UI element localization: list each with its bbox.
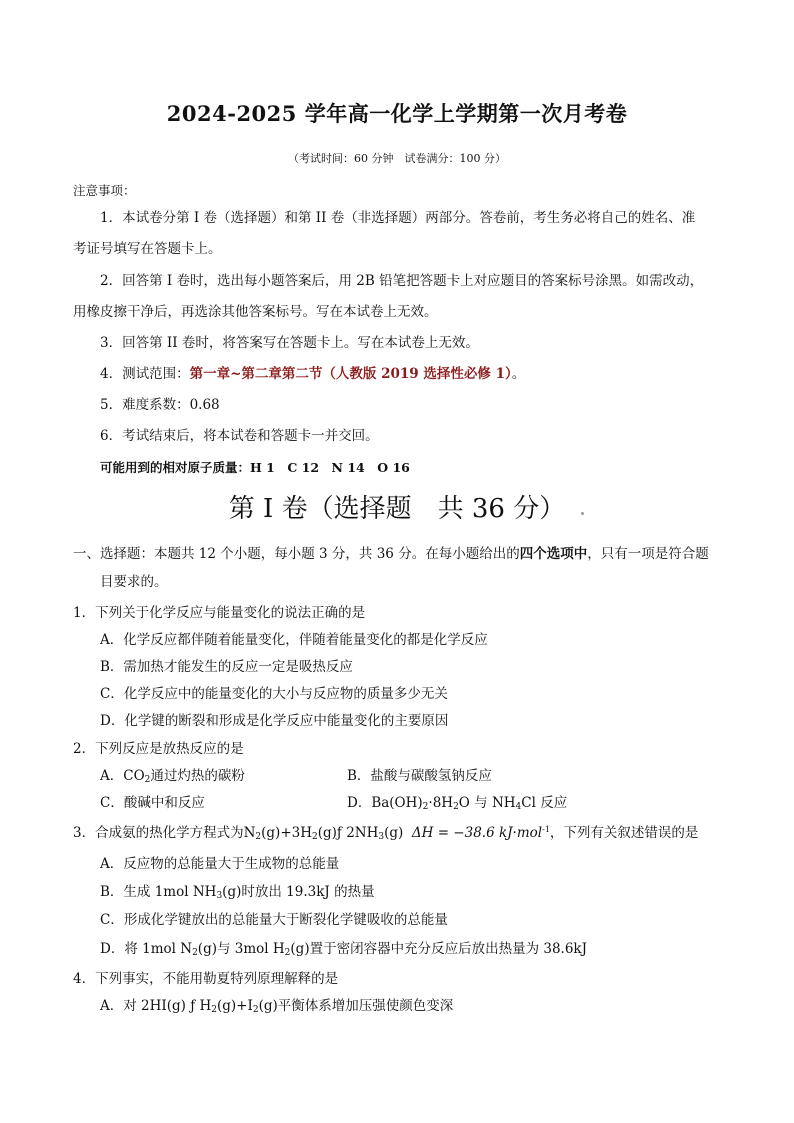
q3-b-text-2: (g)时放出 19.3kJ 的热量	[222, 884, 375, 900]
q2-d-text: D．Ba(OH)	[347, 795, 423, 811]
q3-d-sub-2: 2	[284, 948, 291, 958]
q4-a-text-3: (g)平衡体系增加压强使颜色变深	[258, 998, 454, 1014]
q3-eq-n2: N	[243, 825, 256, 841]
q3-d-text: D．将 1mol N	[100, 941, 193, 957]
q3-eq-n2-sub: 2	[255, 832, 262, 842]
section-instr-emphasis: 四个选项中	[519, 546, 588, 562]
q3-stem-post: ，下列有关叙述错误的是	[549, 825, 699, 841]
q3-option-c: C．形成化学键放出的总能量大于断裂化学键吸收的总能量	[100, 912, 448, 928]
q4-a-text: A．对 2HI(g) ƒ H	[100, 998, 212, 1014]
q3-d-sub-1: 2	[192, 948, 198, 958]
q3-option-a: A．反应物的总能量大于生成物的总能量	[100, 856, 340, 872]
section-instr-body: 本题共 12 个小题，每小题 3 分，共 36 分。在每小题给出的	[154, 546, 520, 562]
section-instructions	[73, 539, 709, 570]
q3-eq-part-1: (g)+3H	[261, 825, 312, 841]
q3-delta-h-sup: -1	[542, 825, 550, 834]
q2-d-text-3: O 与 NH	[458, 795, 516, 811]
q3-d-text-3: (g)置于密闭容器中充分反应后放出热量为 38.6kJ	[290, 941, 588, 957]
q4-option-a	[100, 994, 453, 1015]
q2-stem: 2．下列反应是放热反应的是	[73, 741, 244, 757]
q2-d-sub-3: 4	[515, 802, 522, 812]
q4-stem: 4．下列事实，不能用勒夏特列原理解释的是	[73, 971, 339, 987]
notice-item-5: 5．难度系数：0.68	[100, 397, 220, 413]
q3-eq-h2-sub: 2	[312, 832, 318, 842]
q1-option-a: A．化学反应都伴随着能量变化，伴随着能量变化的都是化学反应	[100, 632, 488, 648]
q4-a-sub-1: 2	[211, 1005, 217, 1015]
q4-a-sub-2: 2	[252, 1005, 259, 1015]
q2-option-b: B．盐酸与碳酸氢钠反应	[347, 768, 492, 784]
section-instr-rest: ，只有一项是符合题	[587, 546, 709, 562]
notice-item-4-suffix: 。	[511, 366, 526, 382]
section-instr-prefix: 一、选择题：	[73, 546, 154, 562]
q3-option-b	[100, 880, 375, 901]
q2-option-d	[347, 791, 567, 812]
q2-a-sub: 2	[144, 775, 151, 785]
q3-eq-nh3-sub: 3	[378, 832, 385, 842]
notice-item-3: 3．回答第 II 卷时，将答案写在答题卡上。写在本试卷上无效。	[100, 335, 479, 351]
q2-d-sub-1: 2	[422, 802, 429, 812]
q1-option-c: C．化学反应中的能量变化的大小与反应物的质量多少无关	[100, 686, 448, 702]
decorative-dot	[581, 512, 584, 515]
q2-option-c: C．酸碱中和反应	[100, 795, 205, 811]
q3-stem-pre: 3．合成氨的热化学方程式为	[73, 825, 244, 841]
q3-d-text-2: (g)与 3mol H	[197, 941, 285, 957]
q3-eq-part-2: (g)ƒ 2NH	[317, 825, 379, 841]
q3-b-sub: 3	[216, 891, 223, 901]
q3-option-d	[100, 937, 587, 958]
notice-item-2-line-2: 用橡皮擦干净后，再选涂其他答案标号。写在本试卷上无效。	[73, 304, 438, 320]
notice-item-4-prefix: 4．测试范围：	[100, 366, 190, 382]
q4-a-text-2: (g)+I	[217, 998, 253, 1014]
q2-d-sub-2: 2	[453, 802, 459, 812]
q1-option-b: B．需加热才能发生的反应一定是吸热反应	[100, 659, 353, 675]
q2-option-a	[100, 764, 245, 785]
notice-heading: 注意事项：	[73, 183, 136, 198]
q3-eq-part-3: (g)	[384, 825, 404, 841]
q3-delta-h: ΔH = −38.6 kJ·mol	[411, 825, 543, 841]
exam-title: 2024-2025 学年高一化学上学期第一次月考卷	[166, 101, 628, 126]
notice-item-6: 6．考试结束后，将本试卷和答题卡一并交回。	[100, 428, 379, 444]
q2-a-text-2: 通过灼热的碳粉	[150, 768, 245, 784]
section-title: 第 I 卷（选择题 共 36 分）	[228, 494, 566, 524]
section-instructions-line-2: 目要求的。	[100, 574, 168, 590]
q2-d-text-2: ·8H	[428, 795, 454, 811]
atomic-mass-line: 可能用到的相对原子质量：H 1 C 12 N 14 O 16	[100, 460, 410, 475]
q1-stem: 1．下列关于化学反应与能量变化的说法正确的是	[73, 605, 366, 621]
test-range: 第一章~第二章第二节（人教版 2019 选择性必修 1）	[189, 366, 512, 382]
q3-stem	[73, 821, 698, 842]
q2-a-text: A．CO	[100, 768, 145, 784]
exam-subtitle: （考试时间：60 分钟 试卷满分：100 分）	[288, 152, 506, 165]
notice-item-2-line-1: 2．回答第 I 卷时，选出每小题答案后，用 2B 铅笔把答题卡上对应题目的答案标号涂黑。如需改动，	[100, 273, 704, 289]
q1-option-d: D．化学键的断裂和形成是化学反应中能量变化的主要原因	[100, 713, 449, 729]
notice-item-1-line-1: 1．本试卷分第 I 卷（选择题）和第 II 卷（非选择题）两部分。答卷前，考生务必将自己的姓名、准	[100, 210, 696, 226]
notice-item-1-line-2: 考证号填写在答题卡上。	[73, 241, 222, 257]
q3-b-text: B．生成 1mol NH	[100, 884, 217, 900]
q2-d-text-4: Cl 反应	[521, 795, 568, 811]
notice-item-4	[100, 359, 525, 390]
